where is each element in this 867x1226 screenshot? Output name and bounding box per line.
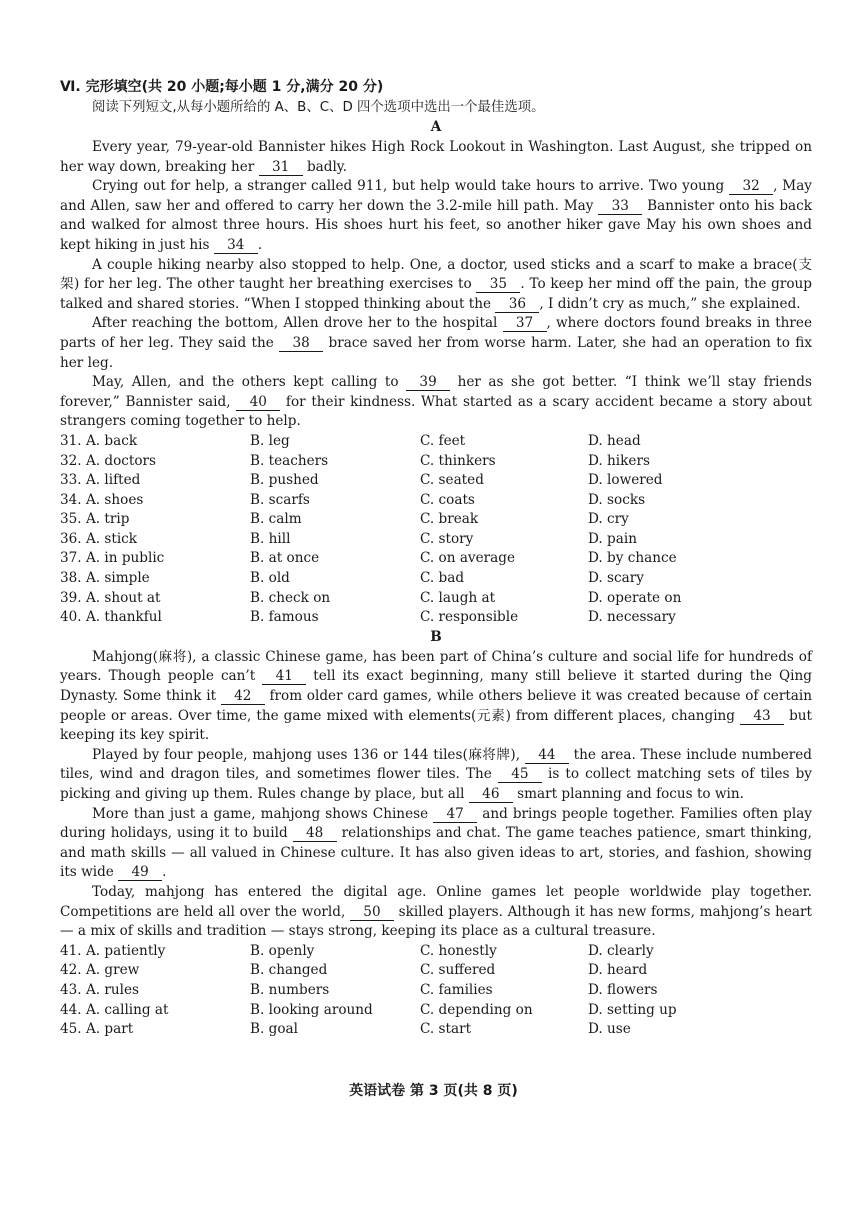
option: 33. A. lifted — [60, 472, 141, 489]
option: 42. A. grew — [60, 962, 140, 979]
blank: 42 — [221, 689, 265, 705]
page-footer: 英语试卷 第 3 页(共 8 页) — [349, 1083, 518, 1099]
option: B. hill — [250, 530, 291, 547]
option: B. numbers — [250, 981, 330, 998]
option: B. check on — [250, 589, 331, 606]
paragraph — [60, 256, 812, 315]
option: D. hikers — [588, 452, 650, 469]
paragraph-text: , I didn’t cry as much,” she explained. — [539, 295, 801, 312]
option: B. famous — [250, 609, 319, 626]
option: D. pain — [588, 530, 637, 547]
paragraph — [60, 648, 812, 746]
option: C. bad — [420, 570, 465, 587]
option: 34. A. shoes — [60, 491, 144, 508]
paragraph — [60, 805, 812, 883]
option: D. use — [588, 1021, 631, 1038]
paragraph-text: and brings people together. Families often play during holidays, using it to build — [60, 805, 812, 842]
blank: 44 — [525, 748, 569, 764]
option: C. thinkers — [420, 452, 496, 469]
option: C. families — [420, 981, 493, 998]
option: D. flowers — [588, 981, 658, 998]
blank: 31 — [259, 160, 303, 176]
blank: 45 — [498, 767, 542, 783]
blank: 40 — [236, 395, 280, 411]
blank: 38 — [279, 336, 323, 352]
option: D. head — [588, 432, 641, 449]
option: C. responsible — [420, 609, 519, 626]
option: D. clearly — [588, 942, 654, 959]
passage-a-label: A — [430, 119, 442, 135]
passage-b-label: B — [430, 628, 442, 645]
option: C. feet — [420, 432, 466, 449]
paragraph-text: , May and Allen, saw her and offered to carry her down the 3.2-mile hill path. May — [60, 178, 812, 214]
blank: 33 — [598, 199, 642, 215]
paragraph-text: Mahjong(麻将), a classic Chinese game, has been part of China’s culture and social life for hundreds of years. Though people can’t — [60, 648, 812, 685]
blank: 36 — [495, 297, 539, 313]
option: D. cry — [588, 511, 629, 528]
option: D. necessary — [588, 609, 676, 626]
blank: 46 — [469, 787, 513, 803]
option: D. lowered — [588, 472, 663, 489]
paragraph-text: More than just a game, mahjong shows Chinese — [92, 805, 434, 822]
option: 35. A. trip — [60, 511, 130, 528]
blank: 49 — [118, 865, 162, 881]
option: C. coats — [420, 491, 475, 508]
paragraph-text: . To keep her mind off the pain, the group talked and shared stories. “When I stopped thinking about the — [60, 276, 812, 312]
paragraph-text: from older card games, while others believe it was created because of certain people or areas. Over time, the game mixed with elements(元素) from different places, changing — [60, 688, 813, 724]
paragraph — [60, 883, 812, 942]
blank: 39 — [406, 375, 450, 391]
paragraph-text: Played by four people, mahjong uses 136 or 144 tiles(麻将牌), — [92, 746, 525, 763]
option: 36. A. stick — [60, 530, 138, 547]
option: 43. A. rules — [60, 981, 140, 998]
instruction: 阅读下列短文,从每小题所给的 A、B、C、D 四个选项中选出一个最佳选项。 — [92, 100, 545, 115]
blank: 37 — [503, 316, 547, 332]
option: B. calm — [250, 511, 302, 528]
paragraph-text: the area. These include numbered tiles, wind and dragon tiles, and sometimes flower tiles. The — [60, 746, 812, 783]
paragraph-text: brace saved her from worse harm. Later, she had an operation to fix her leg. — [60, 334, 813, 371]
paragraph-text: relationships and chat. The game teaches patience, smart thinking, and math skills — all valued in Chinese culture. It has also given ideas to art, stories, and fashion, showing its wide — [60, 825, 812, 881]
paragraph — [60, 746, 812, 805]
option: D. heard — [588, 962, 648, 979]
option: D. setting up — [588, 1001, 677, 1018]
option: 45. A. part — [60, 1021, 134, 1038]
paragraph — [60, 373, 812, 432]
exam-page — [60, 78, 812, 1040]
paragraph — [60, 314, 812, 373]
paragraph-text: skilled players. Although it has new forms, mahjong’s heart — a mix of skills and tradition — stays strong, keeping its place as a cultural treasure. — [60, 903, 812, 940]
option: B. leg — [250, 432, 290, 449]
option: C. suffered — [420, 962, 496, 979]
blank: 41 — [262, 669, 306, 685]
option: C. start — [420, 1021, 472, 1038]
section-title: Ⅵ. 完形填空(共 20 小题;每小题 1 分,满分 20 分) — [60, 79, 384, 95]
paragraph — [60, 138, 812, 177]
paragraph-text: . — [257, 236, 263, 253]
paragraph-text: . — [162, 864, 167, 881]
paragraph-text: but keeping its key spirit. — [60, 707, 813, 744]
option: D. socks — [588, 491, 646, 508]
option: 39. A. shout at — [60, 589, 161, 606]
paragraph-text: Bannister onto his back and walked for almost three hours. His shoes hurt his feet, so another hiker gave May his own shoes and kept hiking in just his — [60, 197, 812, 253]
option: B. scarfs — [250, 491, 310, 508]
option: C. seated — [420, 472, 484, 489]
option: C. story — [420, 530, 474, 547]
paragraph-text: Crying out for help, a stranger called 911, but help would take hours to arrive. Two young — [92, 178, 730, 195]
blank: 48 — [293, 826, 337, 842]
option: B. looking around — [250, 1001, 373, 1018]
option: B. at once — [250, 550, 320, 567]
option: B. openly — [250, 942, 315, 959]
blank: 34 — [214, 238, 258, 254]
option: 40. A. thankful — [60, 609, 162, 626]
option: D. operate on — [588, 589, 682, 606]
option: B. teachers — [250, 452, 329, 469]
option: 44. A. calling at — [60, 1001, 169, 1018]
paragraph-text: May, Allen, and the others kept calling to — [92, 374, 407, 391]
option: 37. A. in public — [60, 550, 165, 567]
paragraph-text: Today, mahjong has entered the digital age. Online games let people worldwide play together. Competitions are held all over the world, — [60, 883, 812, 920]
option: B. pushed — [250, 472, 319, 489]
paragraph — [60, 177, 812, 255]
blank: 50 — [350, 905, 394, 921]
option: D. scary — [588, 570, 644, 587]
option: 41. A. patiently — [60, 942, 166, 959]
option: C. break — [420, 511, 479, 528]
option: C. laugh at — [420, 589, 496, 606]
option: C. depending on — [420, 1001, 533, 1018]
paragraph-text: tell its exact beginning, many still believe it started during the Qing Dynasty. Some think it — [60, 668, 812, 705]
blank: 47 — [433, 807, 477, 823]
paragraph-text: her as she got better. “I think we’ll stay friends forever,” Bannister said, — [60, 374, 812, 410]
option: 32. A. doctors — [60, 452, 157, 469]
paragraph-text: , where doctors found breaks in three parts of her leg. They said the — [60, 315, 812, 351]
option: B. goal — [250, 1021, 298, 1038]
paragraph-text: Every year, 79-year-old Bannister hikes High Rock Lookout in Washington. Last August, she tripped on her way down, breaking her — [60, 139, 812, 175]
blank: 32 — [729, 179, 773, 195]
options-a — [60, 432, 812, 628]
option: 31. A. back — [60, 432, 138, 449]
option: B. old — [250, 570, 290, 587]
blank: 35 — [476, 277, 520, 293]
paragraph-text: After reaching the bottom, Allen drove her to the hospital — [92, 315, 503, 332]
blank: 43 — [740, 709, 784, 725]
options-b — [60, 942, 812, 1040]
paragraph-text: is to collect matching sets of tiles by picking and giving up them. Rules change by place, but all — [60, 766, 812, 802]
paragraph-text: smart planning and focus to win. — [512, 786, 744, 802]
paragraph-text: badly. — [302, 158, 347, 175]
paragraph-text: A couple hiking nearby also stopped to help. One, a doctor, used sticks and a scarf to make a brace(支架) for her leg. The other taught her breathing exercises to — [60, 256, 812, 293]
option: D. by chance — [588, 550, 677, 567]
option: 38. A. simple — [60, 570, 150, 587]
option: C. honestly — [420, 942, 497, 959]
option: C. on average — [420, 550, 515, 567]
paragraph-text: for their kindness. What started as a scary accident became a story about strangers coming together to help. — [60, 393, 812, 430]
option: B. changed — [250, 962, 328, 979]
